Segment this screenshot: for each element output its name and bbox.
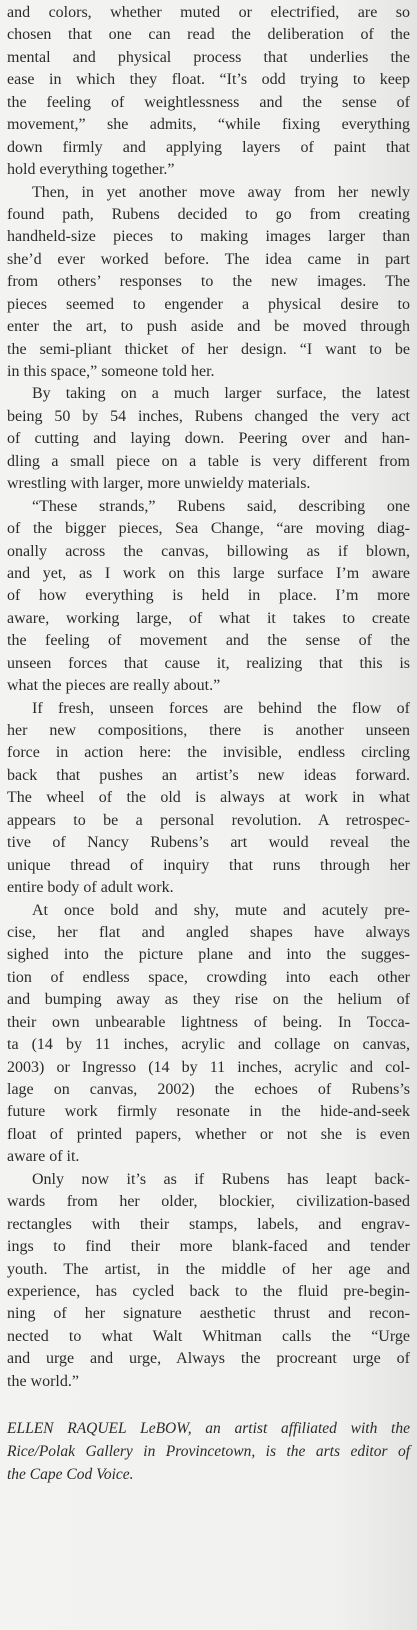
text-line: and bumping away as they rise on the helium of xyxy=(7,991,410,1009)
text-line: lage on canvas, 2002) the echoes of Rubens’s xyxy=(7,1081,410,1098)
text-line: in this space,” someone told her. xyxy=(7,363,215,380)
text-line: ings to find their more blank-faced and tender xyxy=(7,1238,410,1256)
text-line: enter the art, to push aside and be moved through xyxy=(7,318,410,336)
text-line: wards from her older, blockier, civilization-based xyxy=(7,1193,410,1211)
text-line: nected to what Walt Whitman calls the “Urge xyxy=(7,1327,410,1345)
paragraph xyxy=(7,383,410,495)
text-line: youth. The artist, in the middle of her age and xyxy=(7,1260,410,1278)
paragraph xyxy=(7,1169,410,1393)
text-line: hold everything together.” xyxy=(7,161,175,179)
text-line: the world.” xyxy=(7,1372,79,1390)
text-line: entire body of adult work. xyxy=(7,879,174,897)
text-line: force in action here: the invisible, endless circling xyxy=(7,744,410,762)
text-line: 2003) or Ingresso (14 by 11 inches, acrylic and col- xyxy=(7,1058,410,1076)
text-line: and yet, as I work on this large surface I’m aware xyxy=(7,564,410,582)
text-line: The wheel of the old is always at work in what xyxy=(7,789,410,807)
text-line: cise, her flat and angled shapes have always xyxy=(7,923,410,941)
text-line: tive of Nancy Rubens’s art would reveal the xyxy=(7,834,410,852)
text-line: sighed into the picture plane and into the sugges- xyxy=(7,946,410,964)
author-byline xyxy=(7,1417,410,1486)
paragraph xyxy=(7,2,410,182)
text-line: of how everything is held in place. I’m more xyxy=(7,587,410,605)
paragraph xyxy=(7,182,410,384)
text-line: chosen that one can read the deliberation of the xyxy=(7,26,410,44)
text-line: If fresh, unseen forces are behind the flow of xyxy=(32,699,410,717)
paragraph xyxy=(7,900,410,1169)
text-line: Then, in yet another move away from her newly xyxy=(32,183,410,201)
text-line: onally across the canvas, billowing as if blown, xyxy=(7,542,410,560)
text-line: from others’ responses to the new images. The xyxy=(7,273,410,291)
text-line: movement,” she admits, “while fixing everything xyxy=(7,116,410,134)
text-line: wrestling with larger, more unwieldy materials. xyxy=(7,475,311,493)
text-line: found path, Rubens decided to go from creating xyxy=(7,205,410,223)
section-gap xyxy=(7,1393,410,1417)
text-line: unique thread of inquiry that runs through her xyxy=(7,856,410,874)
text-line: By taking on a much larger surface, the latest xyxy=(32,385,410,403)
text-line: and urge and urge, Always the procreant urge of xyxy=(7,1350,410,1368)
text-line: pieces seemed to engender a physical desire to xyxy=(7,295,410,313)
text-line: Only now it’s as if Rubens has leapt back- xyxy=(32,1170,410,1188)
text-line: mental and physical process that underlies the xyxy=(7,48,410,66)
text-line: future work firmly resonate in the hide-and-seek xyxy=(7,1103,410,1121)
text-line: rectangles with their stamps, labels, and engrav- xyxy=(7,1215,410,1233)
text-line: ning of her signature aesthetic thrust and recon- xyxy=(7,1305,410,1323)
text-line: experience, has cycled back to the fluid pre-begin- xyxy=(7,1282,410,1300)
text-line: ease in which they float. “It’s odd trying to keep xyxy=(7,71,410,89)
text-line: back that pushes an artist’s new ideas forward. xyxy=(7,766,410,784)
text-line: appears to be a personal revolution. A retrospec- xyxy=(7,811,410,829)
text-line: she’d ever worked before. The idea came in part xyxy=(7,250,410,268)
text-line: float of printed papers, whether or not she is even xyxy=(7,1125,410,1143)
text-line: down firmly and applying layers of paint that xyxy=(7,138,410,156)
text-line: of cutting and laying down. Peering over and han- xyxy=(7,430,410,448)
text-line: unseen forces that cause it, realizing that this is xyxy=(7,654,410,672)
text-line: what the pieces are really about.” xyxy=(7,677,221,695)
paragraph xyxy=(7,496,410,698)
text-line: the semi-pliant thicket of her design. “I want to be xyxy=(7,340,410,358)
text-line: of the bigger pieces, Sea Change, “are moving diag- xyxy=(7,520,410,538)
text-line: dling a small piece on a table is very different from xyxy=(7,452,410,470)
text-line: “These strands,” Rubens said, describing one xyxy=(32,497,410,515)
byline-line: the Cape Cod Voice. xyxy=(7,1466,134,1484)
text-line: and colors, whether muted or electrified, are so xyxy=(7,4,410,21)
text-line: handheld-size pieces to making images larger than xyxy=(7,228,410,246)
text-line: ta (14 by 11 inches, acrylic and collage on canvas, xyxy=(7,1036,410,1054)
text-line: the feeling of movement and the sense of the xyxy=(7,632,410,650)
text-line: the feeling of weightlessness and the sense of xyxy=(7,93,410,111)
text-line: aware of it. xyxy=(7,1148,80,1166)
byline-line: ELLEN RAQUEL LeBOW, an artist affiliated with the xyxy=(7,1420,410,1438)
text-line: At once bold and shy, mute and acutely pre- xyxy=(32,901,410,919)
text-line: her new compositions, there is another unseen xyxy=(7,722,410,739)
text-line: their own unbearable lightness of being. In Tocca- xyxy=(7,1013,410,1031)
text-line: being 50 by 54 inches, Rubens changed the very act xyxy=(7,407,410,425)
text-line: aware, working large, of what it takes to create xyxy=(7,609,410,627)
text-line: tion of endless space, crowding into each other xyxy=(7,968,410,986)
paragraph xyxy=(7,698,410,900)
byline-line: Rice/Polak Gallery in Provincetown, is the arts editor of xyxy=(7,1443,410,1461)
